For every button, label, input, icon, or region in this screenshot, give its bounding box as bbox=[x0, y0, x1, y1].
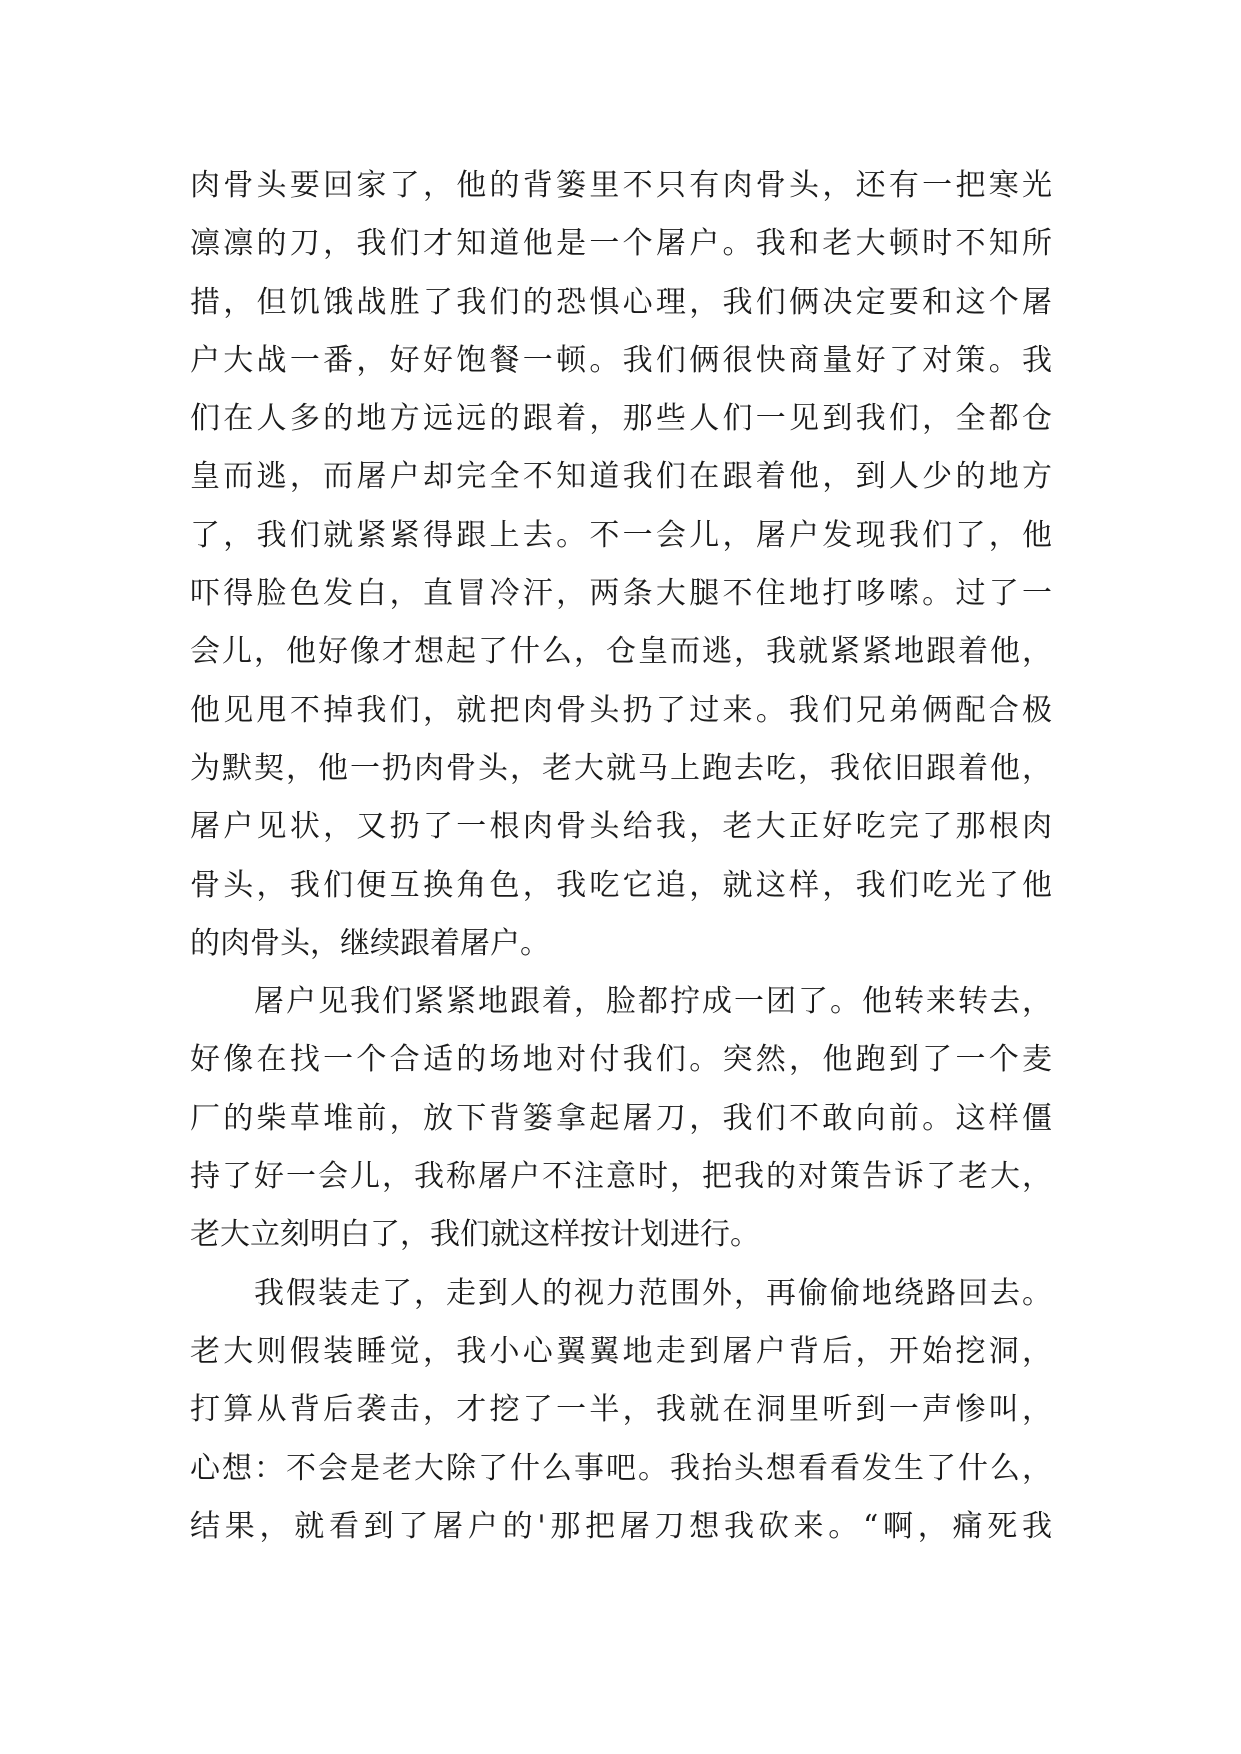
body-text bbox=[190, 157, 1052, 1556]
text-line: 凛凛的刀，我们才知道他是一个屠户。我和老大顿时不知所 bbox=[190, 226, 1052, 262]
text-line: 为默契，他一扔肉骨头，老大就马上跑去吃，我依旧跟着他， bbox=[190, 750, 1052, 786]
text-line: 持了好一会儿，我称屠户不注意时，把我的对策告诉了老大， bbox=[190, 1159, 1052, 1195]
text-line: 吓得脸色发白，直冒冷汗，两条大腿不住地打哆嗦。过了一 bbox=[190, 576, 1052, 612]
text-line: 的肉骨头，继续跟着屠户。 bbox=[190, 925, 550, 961]
text-line: 厂的柴草堆前，放下背篓拿起屠刀，我们不敢向前。这样僵 bbox=[190, 1100, 1052, 1136]
text-line: 屠户见状，又扔了一根肉骨头给我，老大正好吃完了那根肉 bbox=[190, 809, 1052, 845]
text-line: 骨头，我们便互换角色，我吃它追，就这样，我们吃光了他 bbox=[190, 867, 1052, 903]
text-line: 他见甩不掉我们，就把肉骨头扔了过来。我们兄弟俩配合极 bbox=[190, 692, 1052, 728]
text-line: 们在人多的地方远远的跟着，那些人们一见到我们，全都仓 bbox=[190, 401, 1052, 437]
text-line: 心想：不会是老大除了什么事吧。我抬头想看看发生了什么， bbox=[190, 1450, 1052, 1486]
text-line: 好像在找一个合适的场地对付我们。突然，他跑到了一个麦 bbox=[190, 1042, 1052, 1078]
text-line: 皇而逃，而屠户却完全不知道我们在跟着他，到人少的地方 bbox=[190, 459, 1052, 495]
text-line: 结果，就看到了屠户的'那把屠刀想我砍来。“啊，痛死我 bbox=[190, 1508, 1052, 1544]
text-line: 屠户见我们紧紧地跟着，脸都拧成一团了。他转来转去， bbox=[254, 984, 1052, 1020]
text-line: 了，我们就紧紧得跟上去。不一会儿，屠户发现我们了，他 bbox=[190, 517, 1052, 553]
text-line: 会儿，他好像才想起了什么，仓皇而逃，我就紧紧地跟着他， bbox=[190, 634, 1052, 670]
text-line: 我假装走了，走到人的视力范围外，再偷偷地绕路回去。 bbox=[254, 1275, 1052, 1311]
text-line: 肉骨头要回家了，他的背篓里不只有肉骨头，还有一把寒光 bbox=[190, 168, 1052, 203]
text-line: 措，但饥饿战胜了我们的恐惧心理，我们俩决定要和这个屠 bbox=[190, 284, 1052, 320]
text-line: 老大立刻明白了，我们就这样按计划进行。 bbox=[190, 1217, 760, 1253]
text-line: 打算从背后袭击，才挖了一半，我就在洞里听到一声惨叫， bbox=[190, 1392, 1052, 1428]
text-line: 老大则假装睡觉，我小心翼翼地走到屠户背后，开始挖洞， bbox=[190, 1333, 1052, 1369]
text-line: 户大战一番，好好饱餐一顿。我们俩很快商量好了对策。我 bbox=[190, 342, 1052, 378]
